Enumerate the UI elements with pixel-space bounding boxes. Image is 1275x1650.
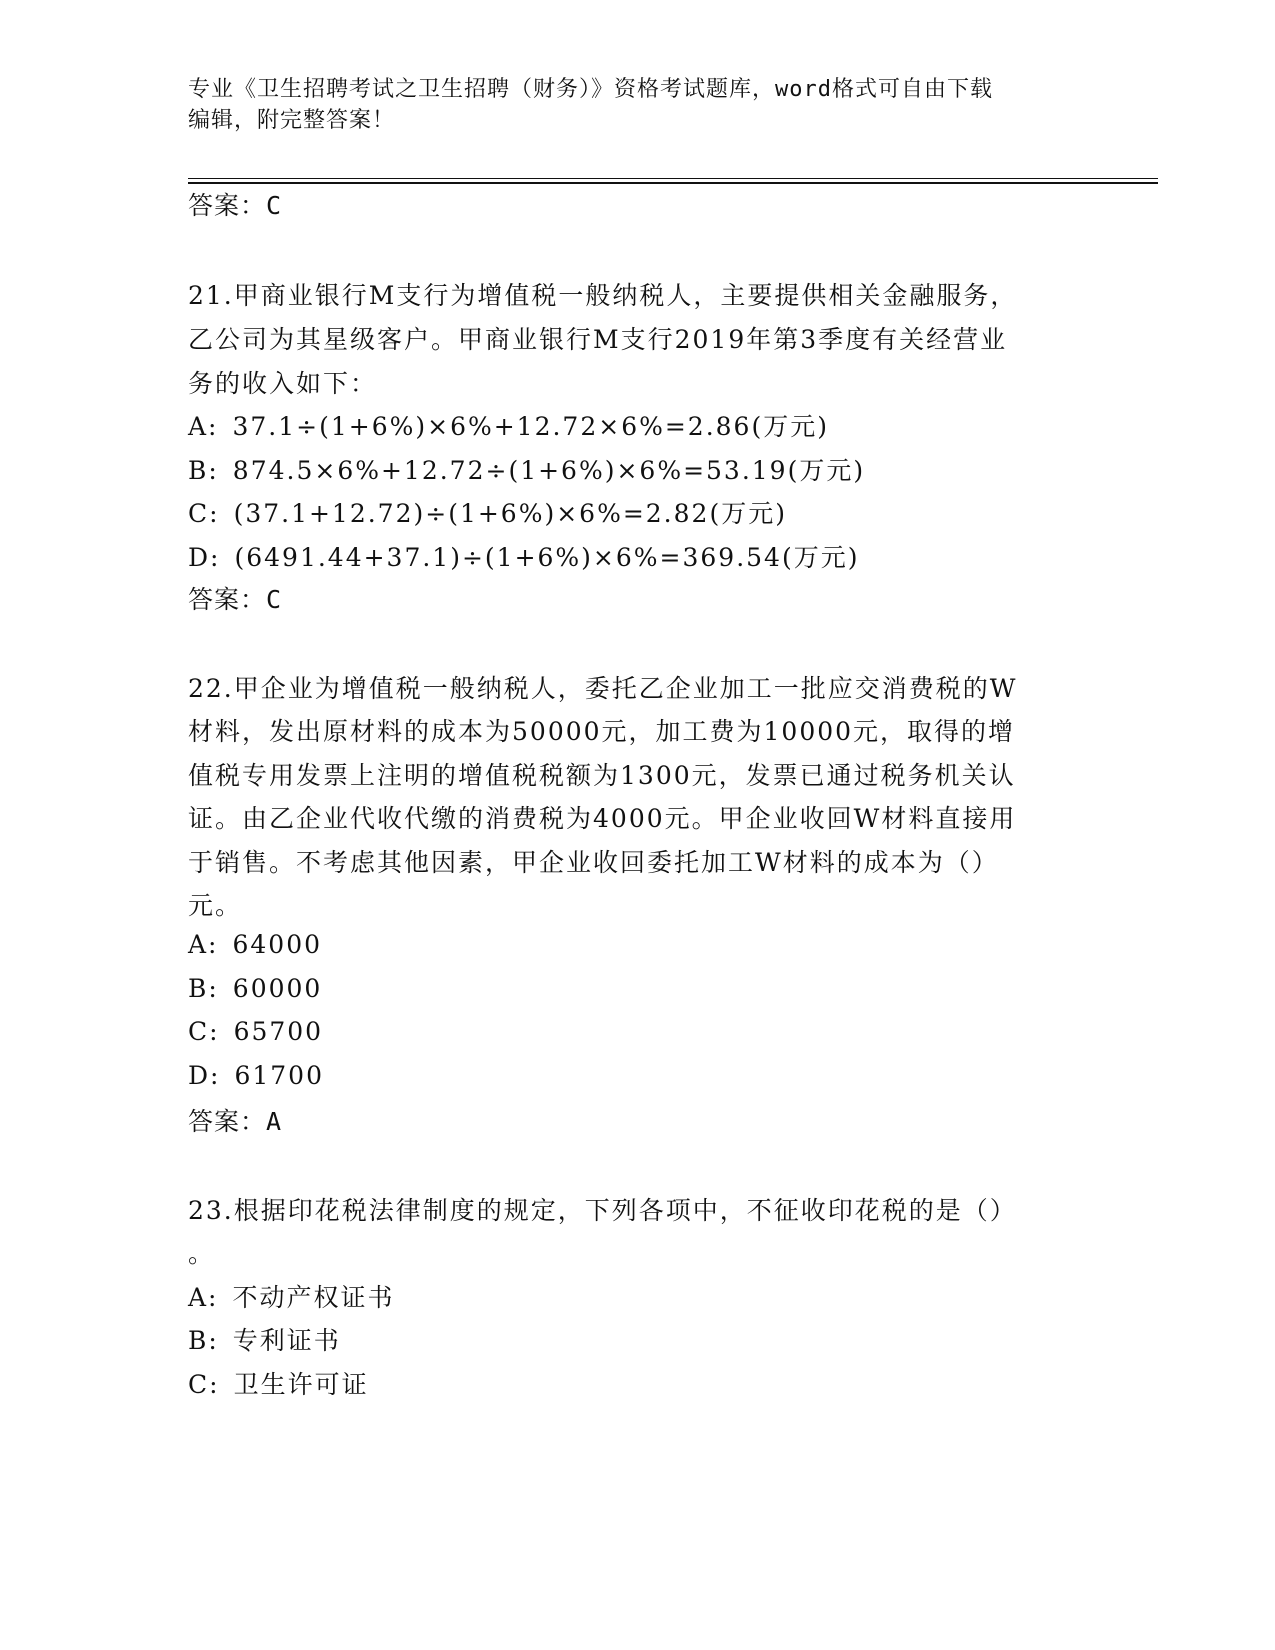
q21-text-line: 21.甲商业银行M支行为增值税一般纳税人，主要提供相关金融服务，: [188, 281, 1018, 310]
q21-option-c: C: (37.1+12.72)÷(1+6%)×6%=2.82(万元): [188, 499, 787, 528]
header-divider-thick: [188, 182, 1158, 184]
q23-option-b: B: 专利证书: [188, 1326, 341, 1355]
q21-text-line: 务的收入如下：: [188, 369, 378, 398]
q21-answer: 答案：C: [188, 585, 283, 614]
q21-text-line: 乙公司为其星级客户。甲商业银行M支行2019年第3季度有关经营业: [188, 325, 1008, 354]
q23-option-c: C: 卫生许可证: [188, 1370, 369, 1399]
q22-answer: 答案：A: [188, 1107, 283, 1136]
header-line-2: 编辑，附完整答案！: [188, 108, 396, 133]
q22-text-line: 材料，发出原材料的成本为50000元，加工费为10000元，取得的增: [188, 717, 1016, 746]
q23-text-line: 。: [188, 1239, 216, 1268]
q22-option-c: C: 65700: [188, 1017, 324, 1046]
q22-option-a: A: 64000: [188, 930, 323, 959]
q22-text-line: 值税专用发票上注明的增值税税额为1300元，发票已通过税务机关认: [188, 761, 1016, 790]
document-header: [188, 74, 1088, 136]
q22-text-line: 22.甲企业为增值税一般纳税人，委托乙企业加工一批应交消费税的W: [188, 674, 1018, 703]
q21-option-d: D: (6491.44+37.1)÷(1+6%)×6%=369.54(万元): [188, 543, 860, 572]
q22-option-b: B: 60000: [188, 974, 323, 1003]
header-divider-thin: [188, 178, 1158, 179]
q23-option-a: A: 不动产权证书: [188, 1283, 395, 1312]
q22-text-line: 于销售。不考虑其他因素，甲企业收回委托加工W材料的成本为（）: [188, 848, 999, 877]
q21-option-b: B: 874.5×6%+12.72÷(1+6%)×6%=53.19(万元): [188, 456, 866, 485]
q22-text-line: 元。: [188, 891, 243, 920]
q22-option-d: D: 61700: [188, 1061, 324, 1090]
q22-text-line: 证。由乙企业代收代缴的消费税为4000元。甲企业收回W材料直接用: [188, 804, 1017, 833]
previous-answer: 答案：C: [188, 191, 283, 220]
header-line-1: 专业《卫生招聘考试之卫生招聘（财务）》资格考试题库，word格式可自由下载: [188, 77, 993, 102]
q23-text-line: 23.根据印花税法律制度的规定，下列各项中，不征收印花税的是（）: [188, 1196, 1017, 1225]
q21-option-a: A: 37.1÷(1+6%)×6%+12.72×6%=2.86(万元): [188, 412, 829, 441]
